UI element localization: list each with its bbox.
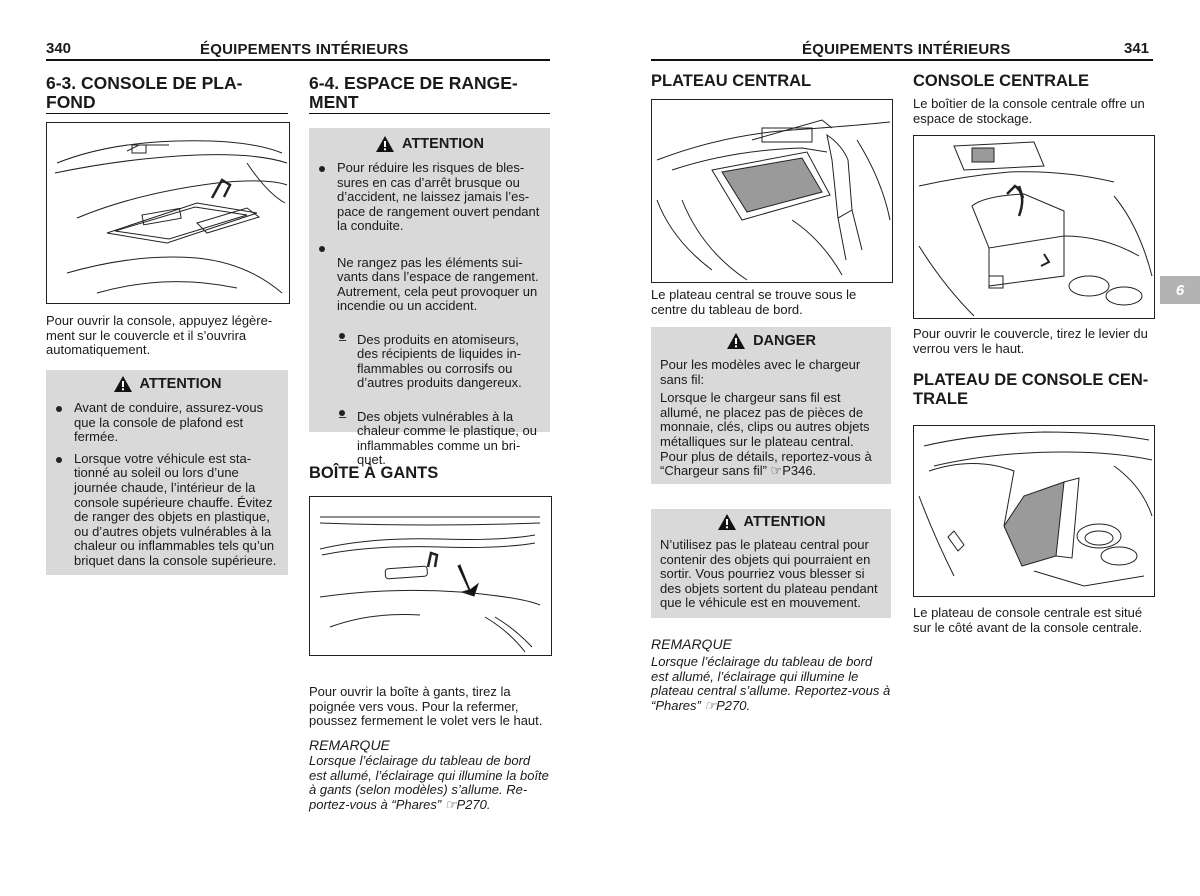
attention-box-header [651,511,891,533]
right-running-header: ÉQUIPEMENTS INTÉRIEURS [802,41,1011,58]
left-page-number: 340 [46,40,72,57]
danger-box [651,327,891,484]
attention-item [309,241,542,501]
section-heading-plateau-console: PLATEAU DE CONSOLE CEN- TRALE [913,371,1149,408]
remark-label-col3: REMARQUE [651,636,732,652]
left-running-header: ÉQUIPEMENTS INTÉRIEURS [200,41,409,58]
attention-subitem: – Des produits en atomiseurs, des récipients de liquides in- flammables ou corrosifs ou d’autres produits dangereux. [309,333,542,391]
figure-console-tray [913,425,1155,597]
right-header-rule [651,59,1153,61]
danger-box-header [651,330,891,352]
attention-box-col2 [309,128,550,468]
remark-text-col3: Lorsque l’éclairage du tableau de bord est allumé, l’éclairage qui illumine le plateau central s’allume. Reportez-vous à “Phares” ☞P270. [651,654,891,713]
attention-list-col2 [309,161,550,501]
danger-text-1: Pour les modèles avec le chargeur sans fil: [660,357,861,387]
danger-title: DANGER [753,333,816,349]
attention-box-col1 [46,370,288,575]
section-heading-console-centrale: CONSOLE CENTRALE [913,72,1090,90]
attention-box-col3 [651,509,891,618]
figure-center-console [913,135,1155,319]
figure-central-tray [651,99,893,283]
console-plafond-body: Pour ouvrir la console, appuyez légère- ment sur le couvercle et il s’ouvrira automatiquement. [46,313,273,358]
warning-triangle-icon [726,332,746,350]
attention-item-text: Ne rangez pas les éléments sui- vants dans l’espace de rangement. Autrement, cela peut provoquer un incendie ou un accident. [337,254,539,314]
attention-item: Pour réduire les risques de bles- sures en cas d’arrêt brusque ou d’accident, ne laissez jamais l’es- pace de rangement ouvert pendant la conduite. [309,161,542,234]
figure-overhead-console [46,122,290,304]
remark-text-col2: Lorsque l’éclairage du tableau de bord est allumé, l’éclairage qui illumine la boîte à gants (selon modèles) s’allume. Re- portez-vous à “Phares” ☞P270. [309,753,549,812]
console-centrale-body: Pour ouvrir le couvercle, tirez le levier du verrou vers le haut. [913,326,1148,356]
danger-text-2: Lorsque le chargeur sans fil est allumé, ne placez pas de pièces de monnaie, clés, clips ou autres objets métalliques sur le plateau central. Pour plus de détails, reportez-vous à “Chargeur sans fil” ☞P346. [660,390,872,479]
left-header-rule [46,59,550,61]
attention-sublist [309,318,542,487]
plateau-console-body: Le plateau de console centrale est situé sur le côté avant de la console centrale. [913,605,1143,635]
warning-triangle-icon [717,513,737,531]
attention-item: Avant de conduire, assurez-vous que la console de plafond est fermée. [46,401,282,445]
attention-box-header [46,373,288,395]
section-heading-espace-rangement: 6-4. ESPACE DE RANGE- MENT [309,74,550,114]
attention-title: ATTENTION [402,136,484,152]
plateau-central-body: Le plateau central se trouve sous le centre du tableau de bord. [651,287,857,317]
section-heading-plateau-central: PLATEAU CENTRAL [651,72,812,90]
boite-gants-body: Pour ouvrir la boîte à gants, tirez la poignée vers vous. Pour la refermer, poussez fermement le volet vers le haut. [309,684,543,729]
remark-label-col2: REMARQUE [309,737,390,753]
warning-triangle-icon [375,135,395,153]
attention-box-header [309,133,550,155]
section-heading-console-plafond: 6-3. CONSOLE DE PLA- FOND [46,74,288,114]
right-page-number: 341 [1124,40,1150,57]
console-centrale-intro: Le boîtier de la console centrale offre un espace de stockage. [913,96,1145,126]
section-heading-boite-gants: BOÎTE À GANTS [309,464,439,482]
attention-list-col1 [46,401,288,569]
attention-text-col3: N’utilisez pas le plateau central pour contenir des objets qui pourraient en sortir. Vous pourriez vous blesser si des objets sortent du plateau pendant que le véhicule est en mouvement. [660,537,878,611]
warning-triangle-icon [113,375,133,393]
attention-item: Lorsque votre véhicule est sta- tionné au soleil ou lors d’une journée chaude, l’intérieur de la console supérieure chauffe. Évitez de ranger des objets en plastique, ou d’autres objets vulnérables à la chaleur ou inflammables tels qu’un briquet dans la console supérieure. [46,452,282,569]
chapter-tab: 6 [1160,276,1200,304]
attention-title: ATTENTION [743,514,826,530]
figure-glove-box [309,496,552,656]
attention-title: ATTENTION [139,376,222,392]
attention-subitem: – Des objets vulnérables à la chaleur comme le plastique, ou inflammables comme un bri- quet. [309,410,542,468]
